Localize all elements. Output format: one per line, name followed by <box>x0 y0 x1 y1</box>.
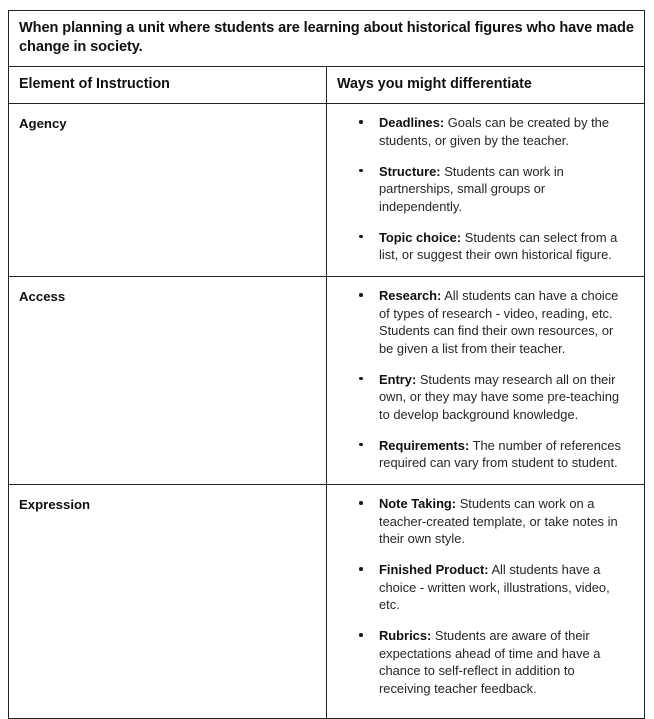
bullet-text: Students can select from a list, or suggest their own historical figure. <box>379 229 618 263</box>
element-label-expression: Expression <box>9 484 327 718</box>
bullet-lead: Structure: <box>379 163 441 179</box>
list-item <box>327 627 630 698</box>
bullet-lead: Deadlines: <box>379 115 445 131</box>
bullet-text: Students can work in partnerships, small groups or independently. <box>379 163 564 214</box>
list-item <box>327 163 630 216</box>
bullet-dot-icon <box>359 443 363 447</box>
bullet-dot-icon <box>359 235 363 239</box>
bullet-dot-icon <box>359 120 363 124</box>
column-header-ways-you-might-differentiate: Ways you might differentiate <box>327 66 645 103</box>
bullet-list <box>327 287 630 472</box>
bullet-lead: Finished Product: <box>379 562 489 577</box>
table-title-row <box>9 11 645 67</box>
bullet-text: All students can have a choice of types of research - video, reading, etc. Students can find their own resources, or be given a list from their teacher. <box>379 287 619 356</box>
bullet-dot-icon <box>359 293 363 297</box>
bullet-lead: Entry: <box>379 371 417 387</box>
bullet-lead: Rubrics: <box>379 628 432 644</box>
element-label-access: Access <box>9 276 327 484</box>
bullet-list <box>327 495 630 698</box>
bullet-lead: Topic choice: <box>379 229 462 245</box>
table-header-row <box>9 66 645 103</box>
bullet-lead: Note Taking: <box>379 495 457 511</box>
element-label-agency: Agency <box>9 104 327 277</box>
bullet-text: Goals can be created by the students, or given by the teacher. <box>379 115 610 148</box>
column-header-element-of-instruction: Element of Instruction <box>9 66 327 103</box>
ways-cell-access <box>327 276 645 484</box>
list-item <box>327 287 630 358</box>
bullet-dot-icon <box>359 501 363 505</box>
bullet-list <box>327 114 630 264</box>
table-row <box>9 276 645 484</box>
bullet-text: The number of references required can vary from student to student. <box>379 437 621 471</box>
list-item <box>327 229 630 264</box>
bullet-lead: Research: <box>379 287 442 303</box>
differentiation-table <box>8 10 645 719</box>
table-row <box>9 104 645 277</box>
bullet-lead: Requirements: <box>379 437 470 453</box>
list-item <box>327 437 630 472</box>
bullet-dot-icon <box>359 377 363 381</box>
ways-cell-agency <box>327 104 645 277</box>
list-item <box>327 561 630 614</box>
list-item <box>327 495 630 548</box>
bullet-text: All students have a choice - written work, illustrations, video, etc. <box>379 562 610 613</box>
list-item <box>327 371 630 424</box>
bullet-text: Students can work on a teacher-created template, or take notes in their own style. <box>379 495 618 547</box>
bullet-dot-icon <box>359 169 363 173</box>
ways-cell-expression <box>327 484 645 718</box>
bullet-dot-icon <box>359 633 363 637</box>
table-row <box>9 484 645 718</box>
bullet-dot-icon <box>359 567 363 571</box>
table-title: When planning a unit where students are learning about historical figures who have made change in society. <box>9 11 645 67</box>
bullet-text: Students are aware of their expectations ahead of time and have a chance to self-reflect in addition to receiving teacher feedback. <box>379 628 601 697</box>
bullet-text: Students may research all on their own, or they may have some pre-teaching to develop background knowledge. <box>379 371 620 422</box>
list-item <box>327 114 630 149</box>
